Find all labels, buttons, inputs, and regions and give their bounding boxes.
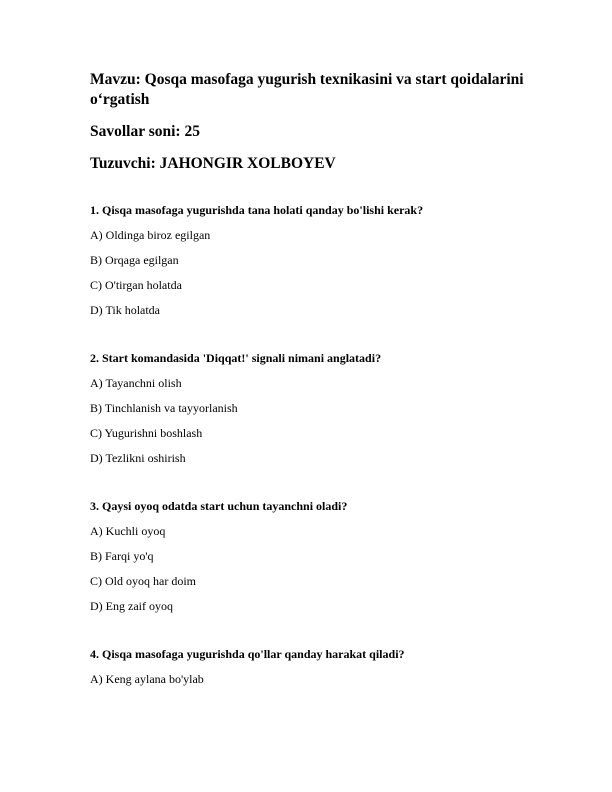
question-3 <box>90 498 530 614</box>
option-d: D) Tik holatda <box>90 303 161 317</box>
option-c: C) Yugurishni boshlash <box>90 426 203 440</box>
option-b: B) Orqaga egilgan <box>90 253 179 267</box>
question-text: 4. Qisqa masofaga yugurishda qo'llar qanday harakat qiladi? <box>90 647 405 661</box>
option-b: B) Tinchlanish va tayyorlanish <box>90 401 238 415</box>
question-text: 2. Start komandasida 'Diqqat!' signali nimani anglatadi? <box>90 351 382 365</box>
option-a: A) Keng aylana bo'ylab <box>90 672 204 686</box>
option-a: A) Oldinga biroz egilgan <box>90 228 211 242</box>
option-a: A) Kuchli oyoq <box>90 524 166 538</box>
option-b: B) Farqi yo'q <box>90 549 154 563</box>
option-a: A) Tayanchni olish <box>90 376 182 390</box>
question-list <box>90 202 530 719</box>
question-count: Savollar soni: 25 <box>90 123 200 140</box>
question-text: 1. Qisqa masofaga yugurishda tana holati qanday bo'lishi kerak? <box>90 203 424 217</box>
option-d: D) Eng zaif oyoq <box>90 599 173 613</box>
question-1 <box>90 202 530 318</box>
option-c: C) Old oyoq har doim <box>90 574 196 588</box>
option-d: D) Tezlikni oshirish <box>90 451 186 465</box>
author: Tuzuvchi: JAHONGIR XOLBOYEV <box>90 155 336 172</box>
question-4 <box>90 646 530 687</box>
document-title: Mavzu: Qosqa masofaga yugurish texnikasini va start qoidalarini o‘rgatish <box>90 71 524 108</box>
question-text: 3. Qaysi oyoq odatda start uchun tayanchni oladi? <box>90 499 348 513</box>
option-c: C) O'tirgan holatda <box>90 278 182 292</box>
question-2 <box>90 350 530 466</box>
document-header <box>90 70 530 174</box>
